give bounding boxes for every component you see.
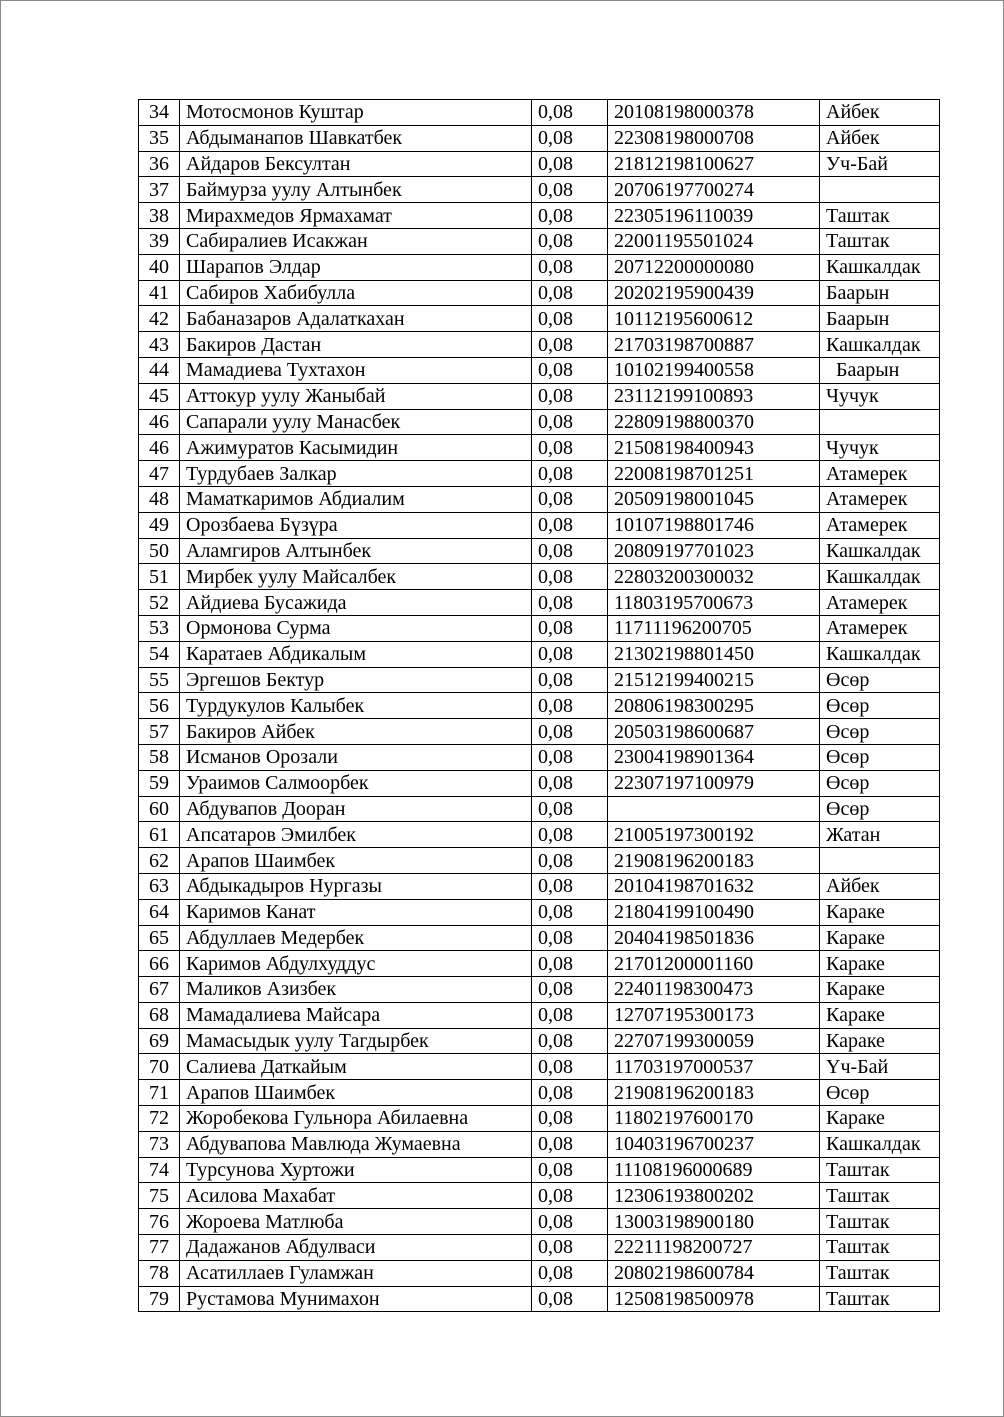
- row-number-cell: 34: [139, 100, 180, 126]
- rate-cell: 0,08: [532, 1080, 608, 1106]
- rate-cell: 0,08: [532, 357, 608, 383]
- full-name-cell: Сабиров Хабибулла: [180, 280, 532, 306]
- row-number-cell: 75: [139, 1183, 180, 1209]
- village-cell: Кашкалдак: [820, 1131, 940, 1157]
- rate-cell: 0,08: [532, 770, 608, 796]
- row-number-cell: 55: [139, 667, 180, 693]
- row-number-cell: 77: [139, 1235, 180, 1261]
- rate-cell: 0,08: [532, 641, 608, 667]
- village-cell: Чучук: [820, 435, 940, 461]
- rate-cell: 0,08: [532, 925, 608, 951]
- table-row: [139, 1209, 940, 1235]
- village-cell: Таштак: [820, 1260, 940, 1286]
- personal-id-cell: 20202195900439: [608, 280, 820, 306]
- rate-cell: 0,08: [532, 254, 608, 280]
- personal-id-cell: 12306193800202: [608, 1183, 820, 1209]
- village-cell: Караке: [820, 1028, 940, 1054]
- full-name-cell: Бакиров Айбек: [180, 719, 532, 745]
- table-row: [139, 1286, 940, 1312]
- personal-id-cell: 21703198700887: [608, 332, 820, 358]
- rate-cell: 0,08: [532, 615, 608, 641]
- village-cell: Атамерек: [820, 486, 940, 512]
- village-cell: Караке: [820, 925, 940, 951]
- table-row: [139, 538, 940, 564]
- full-name-cell: Жороева Матлюба: [180, 1209, 532, 1235]
- rate-cell: 0,08: [532, 951, 608, 977]
- village-cell: Кашкалдак: [820, 254, 940, 280]
- village-cell: Таштак: [820, 203, 940, 229]
- table-row: [139, 280, 940, 306]
- rate-cell: 0,08: [532, 1235, 608, 1261]
- personal-id-cell: 20806198300295: [608, 693, 820, 719]
- row-number-cell: 62: [139, 848, 180, 874]
- table-row: [139, 1080, 940, 1106]
- rate-cell: 0,08: [532, 383, 608, 409]
- full-name-cell: Каратаев Абдикалым: [180, 641, 532, 667]
- table-row: [139, 125, 940, 151]
- roster-table-body: [139, 100, 940, 1312]
- full-name-cell: Бакиров Дастан: [180, 332, 532, 358]
- row-number-cell: 48: [139, 486, 180, 512]
- full-name-cell: Рустамова Мунимахон: [180, 1286, 532, 1312]
- table-row: [139, 1131, 940, 1157]
- village-cell: Кашкалдак: [820, 332, 940, 358]
- rate-cell: 0,08: [532, 1054, 608, 1080]
- personal-id-cell: 22803200300032: [608, 564, 820, 590]
- row-number-cell: 39: [139, 228, 180, 254]
- rate-cell: 0,08: [532, 435, 608, 461]
- row-number-cell: 65: [139, 925, 180, 951]
- full-name-cell: Ормонова Сурма: [180, 615, 532, 641]
- row-number-cell: 69: [139, 1028, 180, 1054]
- full-name-cell: Абдыманапов Шавкатбек: [180, 125, 532, 151]
- personal-id-cell: 13003198900180: [608, 1209, 820, 1235]
- personal-id-cell: 22001195501024: [608, 228, 820, 254]
- personal-id-cell: 21812198100627: [608, 151, 820, 177]
- rate-cell: 0,08: [532, 1286, 608, 1312]
- row-number-cell: 45: [139, 383, 180, 409]
- full-name-cell: Мотосмонов Куштар: [180, 100, 532, 126]
- personal-id-cell: 20809197701023: [608, 538, 820, 564]
- rate-cell: 0,08: [532, 1260, 608, 1286]
- row-number-cell: 61: [139, 822, 180, 848]
- table-row: [139, 435, 940, 461]
- personal-id-cell: 22211198200727: [608, 1235, 820, 1261]
- village-cell: Баарын: [820, 280, 940, 306]
- row-number-cell: 40: [139, 254, 180, 280]
- full-name-cell: Орозбаева Бүзүра: [180, 512, 532, 538]
- personal-id-cell: 11802197600170: [608, 1106, 820, 1132]
- full-name-cell: Турдубаев Залкар: [180, 461, 532, 487]
- full-name-cell: Аттокур уулу Жаныбай: [180, 383, 532, 409]
- row-number-cell: 72: [139, 1106, 180, 1132]
- table-row: [139, 512, 940, 538]
- full-name-cell: Эргешов Бектур: [180, 667, 532, 693]
- village-cell: Атамерек: [820, 590, 940, 616]
- village-cell: Баарын: [820, 306, 940, 332]
- row-number-cell: 57: [139, 719, 180, 745]
- village-cell: Атамерек: [820, 512, 940, 538]
- full-name-cell: Баймурза уулу Алтынбек: [180, 177, 532, 203]
- village-cell: Караке: [820, 1106, 940, 1132]
- row-number-cell: 74: [139, 1157, 180, 1183]
- personal-id-cell: 21908196200183: [608, 848, 820, 874]
- rate-cell: 0,08: [532, 177, 608, 203]
- village-cell: Өсөр: [820, 719, 940, 745]
- full-name-cell: Мамасыдык уулу Тагдырбек: [180, 1028, 532, 1054]
- full-name-cell: Абдыкадыров Нургазы: [180, 873, 532, 899]
- full-name-cell: Сабиралиев Исакжан: [180, 228, 532, 254]
- row-number-cell: 58: [139, 744, 180, 770]
- personal-id-cell: 22008198701251: [608, 461, 820, 487]
- table-row: [139, 203, 940, 229]
- full-name-cell: Ураимов Салмоорбек: [180, 770, 532, 796]
- village-cell: Таштак: [820, 1183, 940, 1209]
- rate-cell: 0,08: [532, 1002, 608, 1028]
- rate-cell: 0,08: [532, 1028, 608, 1054]
- village-cell: Үч-Бай: [820, 1054, 940, 1080]
- rate-cell: 0,08: [532, 977, 608, 1003]
- rate-cell: 0,08: [532, 332, 608, 358]
- full-name-cell: Мамадиева Тухтахон: [180, 357, 532, 383]
- village-cell: Атамерек: [820, 461, 940, 487]
- personal-id-cell: 22707199300059: [608, 1028, 820, 1054]
- village-cell: Уч-Бай: [820, 151, 940, 177]
- row-number-cell: 78: [139, 1260, 180, 1286]
- personal-id-cell: 21508198400943: [608, 435, 820, 461]
- village-cell: Таштак: [820, 1286, 940, 1312]
- row-number-cell: 70: [139, 1054, 180, 1080]
- row-number-cell: 76: [139, 1209, 180, 1235]
- full-name-cell: Абдуллаев Медербек: [180, 925, 532, 951]
- table-row: [139, 564, 940, 590]
- full-name-cell: Арапов Шаимбек: [180, 1080, 532, 1106]
- table-row: [139, 719, 940, 745]
- full-name-cell: Арапов Шаимбек: [180, 848, 532, 874]
- village-cell: Караке: [820, 899, 940, 925]
- village-cell: Кашкалдак: [820, 538, 940, 564]
- village-cell: [820, 848, 940, 874]
- full-name-cell: Мирахмедов Ярмахамат: [180, 203, 532, 229]
- full-name-cell: Маматкаримов Абдиалим: [180, 486, 532, 512]
- personal-id-cell: 20503198600687: [608, 719, 820, 745]
- full-name-cell: Жоробекова Гульнора Абилаевна: [180, 1106, 532, 1132]
- village-cell: Кашкалдак: [820, 641, 940, 667]
- personal-id-cell: 10112195600612: [608, 306, 820, 332]
- village-cell: Өсөр: [820, 744, 940, 770]
- village-cell: Караке: [820, 1002, 940, 1028]
- full-name-cell: Аламгиров Алтынбек: [180, 538, 532, 564]
- personal-id-cell: 22401198300473: [608, 977, 820, 1003]
- personal-id-cell: 20509198001045: [608, 486, 820, 512]
- personal-id-cell: 12707195300173: [608, 1002, 820, 1028]
- row-number-cell: 42: [139, 306, 180, 332]
- table-row: [139, 899, 940, 925]
- full-name-cell: Каримов Канат: [180, 899, 532, 925]
- row-number-cell: 44: [139, 357, 180, 383]
- table-row: [139, 357, 940, 383]
- rate-cell: 0,08: [532, 848, 608, 874]
- row-number-cell: 71: [139, 1080, 180, 1106]
- village-cell: Өсөр: [820, 796, 940, 822]
- row-number-cell: 68: [139, 1002, 180, 1028]
- personal-id-cell: 22307197100979: [608, 770, 820, 796]
- full-name-cell: Дадажанов Абдулваси: [180, 1235, 532, 1261]
- row-number-cell: 47: [139, 461, 180, 487]
- personal-id-cell: 22809198800370: [608, 409, 820, 435]
- rate-cell: 0,08: [532, 1106, 608, 1132]
- table-row: [139, 1183, 940, 1209]
- rate-cell: 0,08: [532, 667, 608, 693]
- rate-cell: 0,08: [532, 280, 608, 306]
- row-number-cell: 64: [139, 899, 180, 925]
- table-row: [139, 925, 940, 951]
- roster-table: [138, 99, 940, 1312]
- personal-id-cell: 23004198901364: [608, 744, 820, 770]
- table-row: [139, 744, 940, 770]
- row-number-cell: 66: [139, 951, 180, 977]
- village-cell: Айбек: [820, 873, 940, 899]
- personal-id-cell: 21302198801450: [608, 641, 820, 667]
- village-cell: Караке: [820, 977, 940, 1003]
- full-name-cell: Исманов Орозали: [180, 744, 532, 770]
- row-number-cell: 79: [139, 1286, 180, 1312]
- village-cell: Өсөр: [820, 770, 940, 796]
- personal-id-cell: 20706197700274: [608, 177, 820, 203]
- table-row: [139, 770, 940, 796]
- table-row: [139, 796, 940, 822]
- rate-cell: 0,08: [532, 873, 608, 899]
- table-row: [139, 977, 940, 1003]
- full-name-cell: Асилова Махабат: [180, 1183, 532, 1209]
- row-number-cell: 36: [139, 151, 180, 177]
- personal-id-cell: 21701200001160: [608, 951, 820, 977]
- row-number-cell: 54: [139, 641, 180, 667]
- full-name-cell: Турсунова Хуртожи: [180, 1157, 532, 1183]
- full-name-cell: Мамадалиева Майсара: [180, 1002, 532, 1028]
- full-name-cell: Бабаназаров Адалаткахан: [180, 306, 532, 332]
- row-number-cell: 50: [139, 538, 180, 564]
- rate-cell: 0,08: [532, 1157, 608, 1183]
- row-number-cell: 52: [139, 590, 180, 616]
- personal-id-cell: 20404198501836: [608, 925, 820, 951]
- row-number-cell: 63: [139, 873, 180, 899]
- rate-cell: 0,08: [532, 899, 608, 925]
- row-number-cell: 37: [139, 177, 180, 203]
- rate-cell: 0,08: [532, 693, 608, 719]
- table-row: [139, 151, 940, 177]
- village-cell: Айбек: [820, 100, 940, 126]
- table-row: [139, 486, 940, 512]
- full-name-cell: Каримов Абдулхуддус: [180, 951, 532, 977]
- table-row: [139, 1235, 940, 1261]
- full-name-cell: Маликов Азизбек: [180, 977, 532, 1003]
- full-name-cell: Сапарали уулу Манасбек: [180, 409, 532, 435]
- village-cell: Өсөр: [820, 693, 940, 719]
- personal-id-cell: 10403196700237: [608, 1131, 820, 1157]
- table-row: [139, 100, 940, 126]
- personal-id-cell: 20104198701632: [608, 873, 820, 899]
- table-row: [139, 641, 940, 667]
- village-cell: Таштак: [820, 1209, 940, 1235]
- rate-cell: 0,08: [532, 228, 608, 254]
- table-row: [139, 254, 940, 280]
- table-row: [139, 1002, 940, 1028]
- table-row: [139, 693, 940, 719]
- rate-cell: 0,08: [532, 744, 608, 770]
- village-cell: Жатан: [820, 822, 940, 848]
- personal-id-cell: 10102199400558: [608, 357, 820, 383]
- rate-cell: 0,08: [532, 1183, 608, 1209]
- village-cell: Таштак: [820, 1157, 940, 1183]
- personal-id-cell: [608, 796, 820, 822]
- table-row: [139, 873, 940, 899]
- table-row: [139, 228, 940, 254]
- personal-id-cell: 21512199400215: [608, 667, 820, 693]
- rate-cell: 0,08: [532, 151, 608, 177]
- row-number-cell: 73: [139, 1131, 180, 1157]
- rate-cell: 0,08: [532, 590, 608, 616]
- table-row: [139, 1106, 940, 1132]
- village-cell: [820, 409, 940, 435]
- personal-id-cell: 22308198000708: [608, 125, 820, 151]
- table-row: [139, 615, 940, 641]
- village-cell: Айбек: [820, 125, 940, 151]
- full-name-cell: Турдукулов Калыбек: [180, 693, 532, 719]
- rate-cell: 0,08: [532, 796, 608, 822]
- full-name-cell: Ажимуратов Касымидин: [180, 435, 532, 461]
- row-number-cell: 49: [139, 512, 180, 538]
- personal-id-cell: 21005197300192: [608, 822, 820, 848]
- personal-id-cell: 22305196110039: [608, 203, 820, 229]
- village-cell: Атамерек: [820, 615, 940, 641]
- full-name-cell: Абдувапов Дooран: [180, 796, 532, 822]
- village-cell: Таштак: [820, 1235, 940, 1261]
- table-row: [139, 177, 940, 203]
- personal-id-cell: 11711196200705: [608, 615, 820, 641]
- personal-id-cell: 12508198500978: [608, 1286, 820, 1312]
- row-number-cell: 53: [139, 615, 180, 641]
- table-row: [139, 1054, 940, 1080]
- village-cell: Баарын: [820, 357, 940, 383]
- rate-cell: 0,08: [532, 203, 608, 229]
- village-cell: Кашкалдак: [820, 564, 940, 590]
- row-number-cell: 43: [139, 332, 180, 358]
- rate-cell: 0,08: [532, 719, 608, 745]
- full-name-cell: Айдиева Бусажида: [180, 590, 532, 616]
- rate-cell: 0,08: [532, 512, 608, 538]
- row-number-cell: 60: [139, 796, 180, 822]
- personal-id-cell: 11803195700673: [608, 590, 820, 616]
- personal-id-cell: 23112199100893: [608, 383, 820, 409]
- village-cell: Караке: [820, 951, 940, 977]
- rate-cell: 0,08: [532, 822, 608, 848]
- table-row: [139, 332, 940, 358]
- rate-cell: 0,08: [532, 564, 608, 590]
- village-cell: Өсөр: [820, 667, 940, 693]
- full-name-cell: Абдувапова Мавлюда Жумаевна: [180, 1131, 532, 1157]
- row-number-cell: 35: [139, 125, 180, 151]
- rate-cell: 0,08: [532, 1209, 608, 1235]
- row-number-cell: 51: [139, 564, 180, 590]
- personal-id-cell: 20712200000080: [608, 254, 820, 280]
- rate-cell: 0,08: [532, 486, 608, 512]
- full-name-cell: Мирбек уулу Майсалбек: [180, 564, 532, 590]
- row-number-cell: 67: [139, 977, 180, 1003]
- row-number-cell: 41: [139, 280, 180, 306]
- table-row: [139, 822, 940, 848]
- row-number-cell: 59: [139, 770, 180, 796]
- rate-cell: 0,08: [532, 538, 608, 564]
- full-name-cell: Асатиллаев Гуламжан: [180, 1260, 532, 1286]
- rate-cell: 0,08: [532, 100, 608, 126]
- table-row: [139, 306, 940, 332]
- rate-cell: 0,08: [532, 125, 608, 151]
- personal-id-cell: 21804199100490: [608, 899, 820, 925]
- village-cell: Өсөр: [820, 1080, 940, 1106]
- table-row: [139, 667, 940, 693]
- village-cell: [820, 177, 940, 203]
- table-row: [139, 590, 940, 616]
- personal-id-cell: 10107198801746: [608, 512, 820, 538]
- personal-id-cell: 11703197000537: [608, 1054, 820, 1080]
- full-name-cell: Салиева Даткайым: [180, 1054, 532, 1080]
- table-row: [139, 383, 940, 409]
- table-row: [139, 1028, 940, 1054]
- row-number-cell: 56: [139, 693, 180, 719]
- table-row: [139, 1157, 940, 1183]
- table-row: [139, 848, 940, 874]
- full-name-cell: Апсатаров Эмилбек: [180, 822, 532, 848]
- row-number-cell: 46: [139, 409, 180, 435]
- row-number-cell: 38: [139, 203, 180, 229]
- table-row: [139, 951, 940, 977]
- table-row: [139, 461, 940, 487]
- row-number-cell: 46: [139, 435, 180, 461]
- rate-cell: 0,08: [532, 409, 608, 435]
- village-cell: Таштак: [820, 228, 940, 254]
- personal-id-cell: 20802198600784: [608, 1260, 820, 1286]
- village-cell: Чучук: [820, 383, 940, 409]
- rate-cell: 0,08: [532, 1131, 608, 1157]
- table-row: [139, 1260, 940, 1286]
- rate-cell: 0,08: [532, 306, 608, 332]
- full-name-cell: Шарапов Элдар: [180, 254, 532, 280]
- rate-cell: 0,08: [532, 461, 608, 487]
- personal-id-cell: 21908196200183: [608, 1080, 820, 1106]
- full-name-cell: Айдаров Бексултан: [180, 151, 532, 177]
- table-row: [139, 409, 940, 435]
- personal-id-cell: 20108198000378: [608, 100, 820, 126]
- personal-id-cell: 11108196000689: [608, 1157, 820, 1183]
